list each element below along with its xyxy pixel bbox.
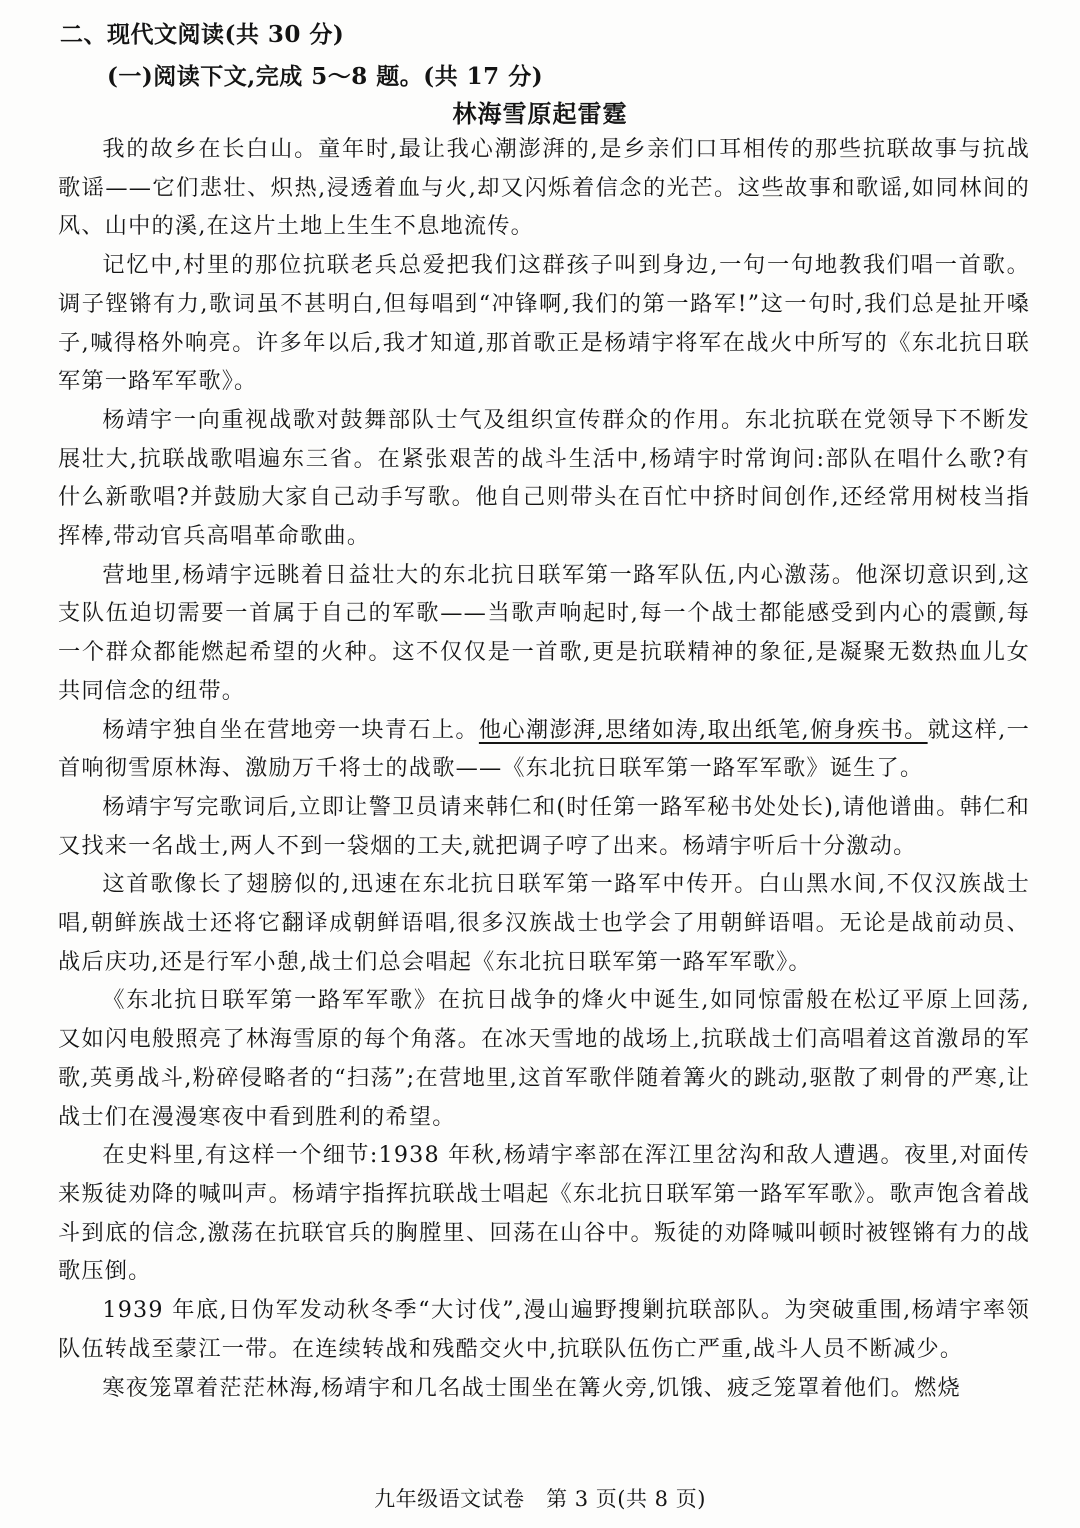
paragraph-7: 这首歌像长了翅膀似的,迅速在东北抗日联军第一路军中传开。白山黑水间,不仅汉族战士唱,朝鲜族战士还将它翻译成朝鲜语唱,很多汉族战士也学会了用朝鲜语唱。无论是战前动员、战后庆功,还是行军小憩,战士们总会唱起《东北抗日联军第一路军军歌》。 xyxy=(58,871,1030,975)
article-body xyxy=(58,130,1030,1407)
page-footer: 九年级语文试卷 第 3 页(共 8 页) xyxy=(374,1487,706,1511)
paragraph-4: 营地里,杨靖宇远眺着日益壮大的东北抗日联军第一路军队伍,内心激荡。他深切意识到,这支队伍迫切需要一首属于自己的军歌——当歌声响起时,每一个战士都能感受到内心的震颤,每一个群众都能燃起希望的火种。这不仅仅是一首歌,更是抗联精神的象征,是凝聚无数热血儿女共同信念的纽带。 xyxy=(58,561,1030,704)
section-heading: 二、现代文阅读(共 30 分) xyxy=(60,21,345,48)
sub-heading: (一)阅读下文,完成 5～8 题。(共 17 分) xyxy=(107,63,544,90)
paragraph-9: 在史料里,有这样一个细节:1938 年秋,杨靖宇率部在浑江里岔沟和敌人遭遇。夜里,对面传来叛徒劝降的喊叫声。杨靖宇指挥抗联战士唱起《东北抗日联军第一路军军歌》。歌声饱含着战斗到底的信念,激荡在抗联官兵的胸膛里、回荡在山谷中。叛徒的劝降喊叫顿时被铿锵有力的战歌压倒。 xyxy=(58,1142,1030,1285)
paragraph-1: 我的故乡在长白山。童年时,最让我心潮澎湃的,是乡亲们口耳相传的那些抗联故事与抗战歌谣——它们悲壮、炽热,浸透着血与火,却又闪烁着信念的光芒。这些故事和歌谣,如同林间的风、山中的溪,在这片土地上生生不息地流传。 xyxy=(58,136,1030,240)
paragraph-5 xyxy=(58,711,1030,788)
article-title: 林海雪原起雷霆 xyxy=(452,99,628,128)
paragraph-10: 1939 年底,日伪军发动秋冬季“大讨伐”,漫山遍野搜剿抗联部队。为突破重围,杨靖宇率领队伍转战至蒙江一带。在连续转战和残酷交火中,抗联队伍伤亡严重,战斗人员不断减少。 xyxy=(58,1297,1030,1362)
paragraph-6: 杨靖宇写完歌词后,立即让警卫员请来韩仁和(时任第一路军秘书处处长),请他谱曲。韩仁和又找来一名战士,两人不到一袋烟的工夫,就把调子哼了出来。杨靖宇听后十分激动。 xyxy=(58,793,1030,859)
paragraph-2: 记忆中,村里的那位抗联老兵总爱把我们这群孩子叫到身边,一句一句地教我们唱一首歌。调子铿锵有力,歌词虽不甚明白,但每唱到“冲锋啊,我们的第一路军!”这一句时,我们总是扯开嗓子,喊得格外响亮。许多年以后,我才知道,那首歌正是杨靖宇将军在战火中所写的《东北抗日联军第一路军军歌》。 xyxy=(58,252,1030,395)
paragraph-5-after: 就这样,一首响彻雪原林海、激励万千将士的战歌——《东北抗日联军第一路军军歌》诞生了。 xyxy=(58,716,1030,782)
paragraph-8: 《东北抗日联军第一路军军歌》在抗日战争的烽火中诞生,如同惊雷般在松辽平原上回荡,又如闪电般照亮了林海雪原的每个角落。在冰天雪地的战场上,抗联战士们高唱着这首激昂的军歌,英勇战斗,粉碎侵略者的“扫荡”;在营地里,这首军歌伴随着篝火的跳动,驱散了刺骨的严寒,让战士们在漫漫寒夜中看到胜利的希望。 xyxy=(58,987,1030,1130)
paragraph-3: 杨靖宇一向重视战歌对鼓舞部队士气及组织宣传群众的作用。东北抗联在党领导下不断发展壮大,抗联战歌唱遍东三省。在紧张艰苦的战斗生活中,杨靖宇时常询问:部队在唱什么歌?有什么新歌唱?并鼓励大家自己动手写歌。他自己则带头在百忙中挤时间创作,还经常用树枝当指挥棒,带动官兵高唱革命歌曲。 xyxy=(58,406,1030,550)
underlined-sentence: 他心潮澎湃,思绪如涛,取出纸笔,俯身疾书。 xyxy=(478,716,928,743)
paragraph-11: 寒夜笼罩着茫茫林海,杨靖宇和几名战士围坐在篝火旁,饥饿、疲乏笼罩着他们。燃烧 xyxy=(102,1374,961,1401)
paragraph-5-before: 杨靖宇独自坐在营地旁一块青石上。 xyxy=(102,716,479,743)
